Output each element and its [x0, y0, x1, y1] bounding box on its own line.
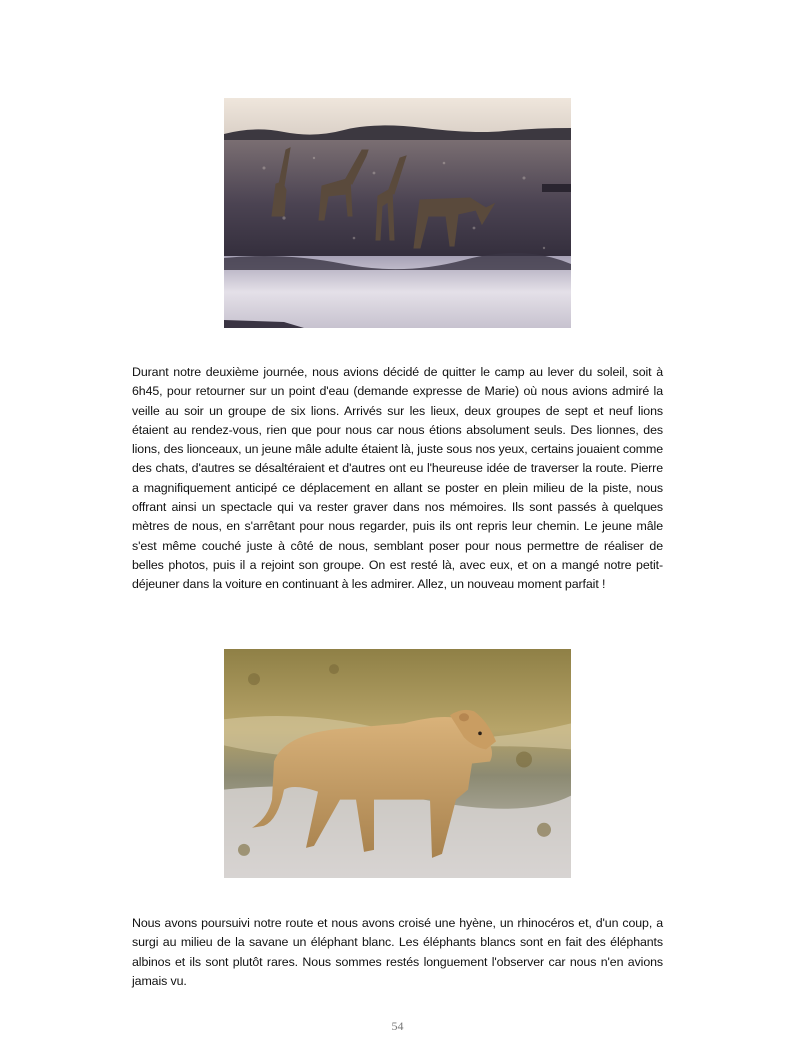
page-number: 54	[391, 1019, 404, 1033]
paragraph-white-elephant: Nous avons poursuivi notre route et nous avons croisé une hyène, un rhinocéros et, d'un coup, a surgi au milieu de la savane un éléphant blanc. Les éléphants blancs sont en fait des éléphants albinos et ils sont plutôt rares. Nous sommes restés longuement l'observer car nous n'en avions jamais vu.	[132, 916, 663, 988]
lioness-photo	[224, 649, 571, 878]
giraffes-photo	[224, 98, 571, 328]
paragraph-lions: Durant notre deuxième journée, nous avions décidé de quitter le camp au lever du soleil, soit à 6h45, pour retourner sur un point d'eau (demande expresse de Marie) où nous avions admiré la veille au soir un groupe de six lions. Arrivés sur les lieux, deux groupes de sept et neuf lions étaient au rendez-vous, rien que pour nous car nous étions absolument seuls. Des lionnes, des lions, des lionceaux, un jeune mâle adulte étaient là, juste sous nos yeux, certains jouaient comme des chats, d'autres se désaltéraient et d'autres ont eu l'heureuse idée de traverser la route. Pierre a magnifiquement anticipé ce déplacement en allant se poster en plein milieu de la piste, nous offrant ainsi un spectacle qui va rester graver dans nos mémoires. Ils sont passés à quelques mètres de nous, en s'arrêtant pour nous regarder, puis ils ont repris leur chemin. Le jeune mâle s'est même couché juste à côté de nous, semblant poser pour nous permettre de réaliser de belles photos, puis il a rejoint son groupe. On est resté là, avec eux, et on a mangé notre petit-déjeuner dans la voiture en continuant à les admirer. Allez, un nouveau moment parfait !	[132, 365, 663, 592]
